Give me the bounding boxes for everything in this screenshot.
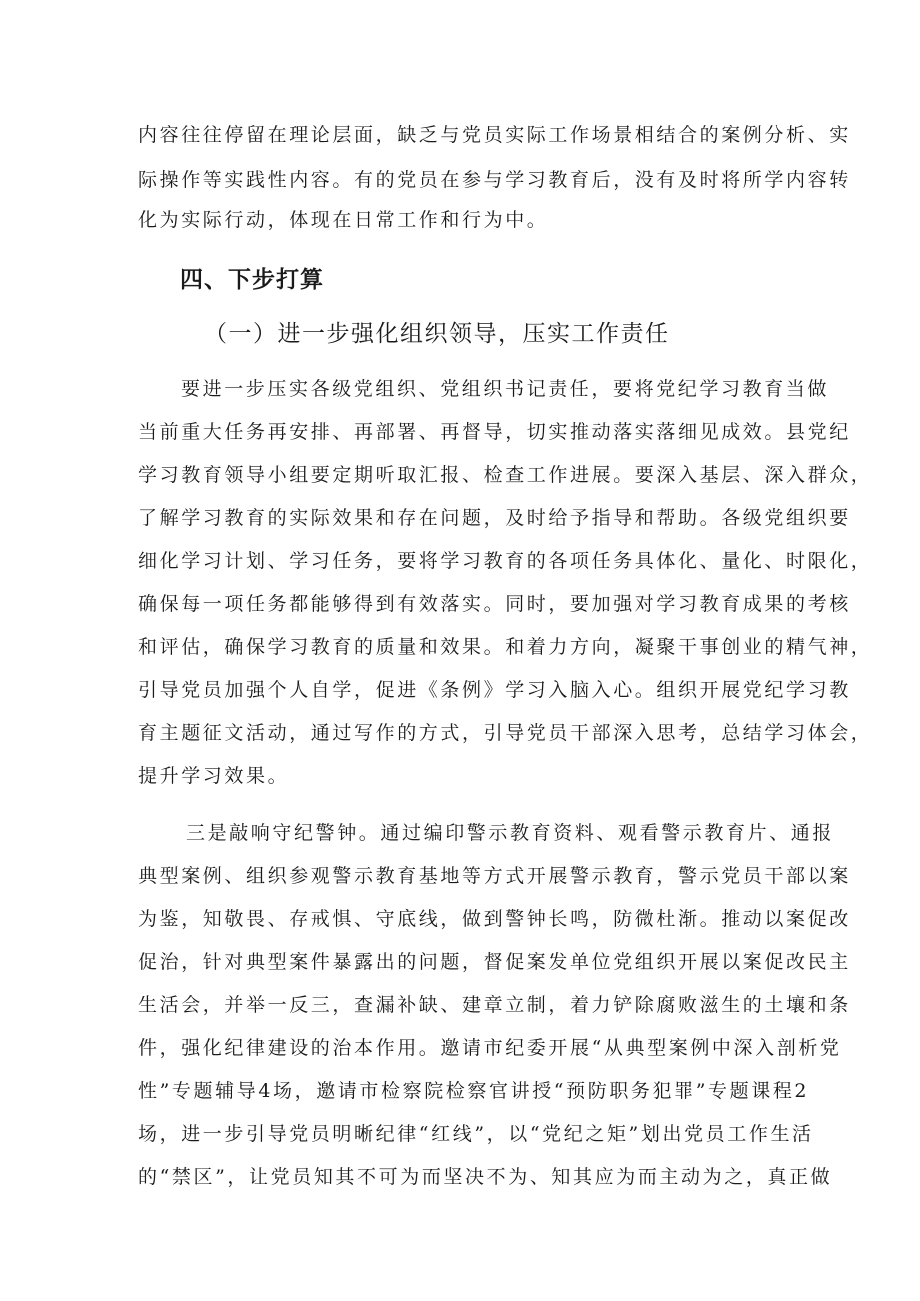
paragraph-line: 性”专题辅导4场，邀请市检察院检察官讲授“预防职务犯罪”专题课程2 xyxy=(138,1080,810,1102)
paragraph-line: 生活会，并举一反三，查漏补缺、建章立制，着力铲除腐败滋生的土壤和条 xyxy=(138,994,851,1016)
paragraph-line: 了解学习教育的实际效果和存在问题，及时给予指导和帮助。各级党组织要 xyxy=(138,507,851,529)
paragraph-line: 三是敲响守纪警钟。通过编印警示教育资料、观看警示教育片、通报 xyxy=(186,822,835,844)
paragraph-line: 育主题征文活动，通过写作的方式，引导党员干部深入思考，总结学习体会， xyxy=(138,722,873,744)
paragraph-line: 典型案例、组织参观警示教育基地等方式开展警示教育，警示党员干部以案 xyxy=(138,865,851,887)
paragraph-line: 当前重大任务再安排、再部署、再督导，切实推动落实落细见成效。县党纪 xyxy=(138,421,851,443)
paragraph-line: 学习教育领导小组要定期听取汇报、检查工作进展。要深入基层、深入群众， xyxy=(138,464,873,486)
paragraph-line: 要进一步压实各级党组织、党组织书记责任，要将党纪学习教育当做 xyxy=(181,378,830,400)
paragraph-line: 内容往往停留在理论层面，缺乏与党员实际工作场景相结合的案例分析、实 xyxy=(138,124,851,146)
paragraph-line: 件，强化纪律建设的治本作用。邀请市纪委开展“从典型案例中深入剖析党 xyxy=(138,1037,842,1059)
subsection-heading: （一）进一步强化组织领导，压实工作责任 xyxy=(204,321,670,347)
paragraph-line: 确保每一项任务都能够得到有效落实。同时，要加强对学习教育成果的考核 xyxy=(138,593,851,615)
paragraph-line: 际操作等实践性内容。有的党员在参与学习教育后，没有及时将所学内容转 xyxy=(138,169,851,191)
paragraph-line: 细化学习计划、学习任务，要将学习教育的各项任务具体化、量化、时限化， xyxy=(138,550,873,572)
paragraph-line: 场，进一步引导党员明晰纪律“红线”，以“党纪之矩”划出党员工作生活 xyxy=(138,1123,814,1145)
paragraph-line: 化为实际行动，体现在日常工作和行为中。 xyxy=(138,209,549,231)
paragraph-line: 促治，针对典型案件暴露出的问题，督促案发单位党组织开展以案促改民主 xyxy=(138,951,851,973)
paragraph-line: 为鉴，知敬畏、存戒惧、守底线，做到警钟长鸣，防微杜渐。推动以案促改 xyxy=(138,908,851,930)
paragraph-line: 和评估，确保学习教育的质量和效果。和着力方向，凝聚干事创业的精气神， xyxy=(138,636,873,658)
paragraph-line: 的“禁区”，让党员知其不可为而坚决不为、知其应为而主动为之，真正做 xyxy=(138,1166,833,1188)
paragraph-line: 引导党员加强个人自学，促进《条例》学习入脑入心。组织开展党纪学习教 xyxy=(138,679,851,701)
section-heading: 四、下步打算 xyxy=(180,267,324,293)
paragraph-line: 提升学习效果。 xyxy=(138,765,290,787)
